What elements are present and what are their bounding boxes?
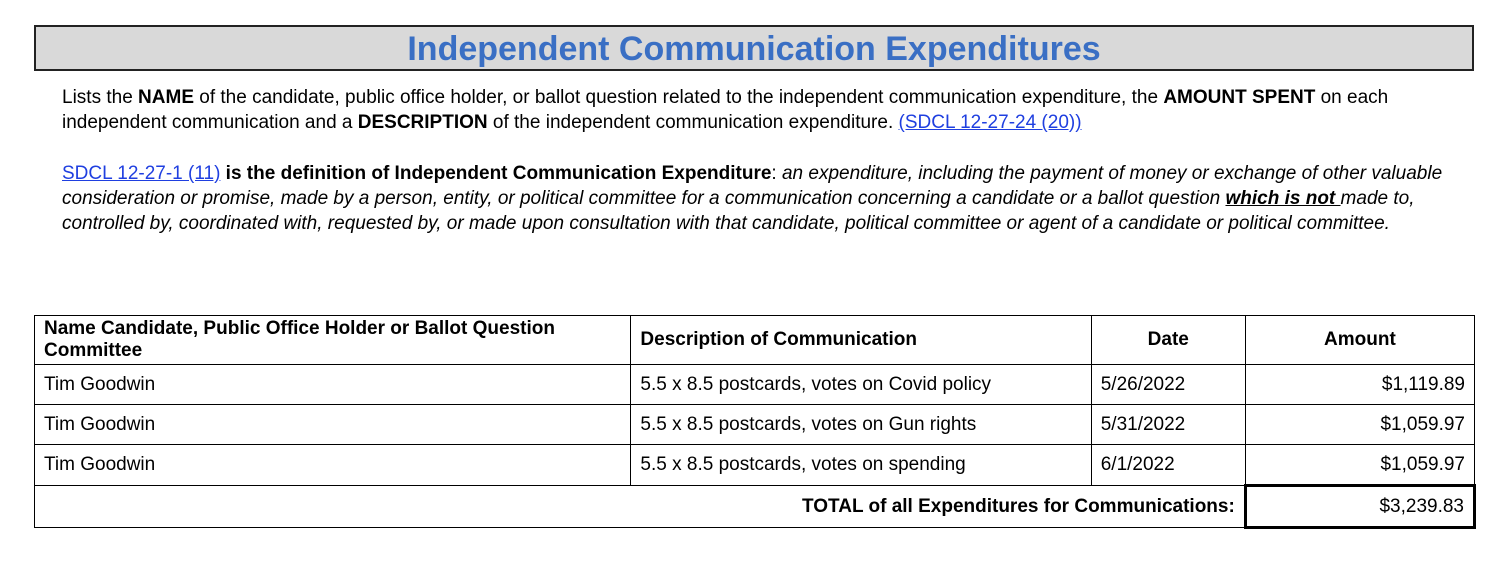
row-date: 5/26/2022 (1091, 365, 1245, 405)
definition-bold: is the definition of Independent Communication Expenditure (220, 163, 772, 184)
total-label: TOTAL of all Expenditures for Communications: (35, 486, 1246, 528)
intro-text-3: on each independent communication and a (62, 87, 1389, 133)
row-description: 5.5 x 8.5 postcards, votes on spending (631, 445, 1091, 486)
row-date: 5/31/2022 (1091, 405, 1245, 445)
row-amount: $1,059.97 (1245, 445, 1474, 486)
total-row (35, 486, 1475, 528)
table-header-row (35, 316, 1475, 365)
intro-text-2: of the candidate, public office holder, or ballot question related to the independent communication expenditure, the (194, 87, 1164, 108)
header-amount: Amount (1245, 316, 1474, 365)
row-name: Tim Goodwin (35, 445, 631, 486)
row-name: Tim Goodwin (35, 365, 631, 405)
header-date: Date (1091, 316, 1245, 365)
row-date: 6/1/2022 (1091, 445, 1245, 486)
table-row (35, 445, 1475, 486)
definition-colon: : (771, 163, 782, 184)
table-row (35, 405, 1475, 445)
row-amount: $1,119.89 (1245, 365, 1474, 405)
sdcl-12-27-24-link[interactable]: (SDCL 12-27-24 (20)) (898, 112, 1082, 133)
row-name: Tim Goodwin (35, 405, 631, 445)
row-amount: $1,059.97 (1245, 405, 1474, 445)
intro-text-1: Lists the (62, 87, 139, 108)
definition-emphasis: which is not (1225, 188, 1341, 209)
definition-text-1: an expenditure, including the payment of money or exchange of other valuable consideration or promise, made by a person, entity, or political committee for a communication concerning a candidate or a ballot question (62, 163, 1443, 209)
header-name: Name Candidate, Public Office Holder or Ballot Question Committee (35, 316, 631, 365)
row-description: 5.5 x 8.5 postcards, votes on Gun rights (631, 405, 1091, 445)
sdcl-12-27-1-link[interactable]: SDCL 12-27-1 (11) (62, 163, 221, 184)
table-row (35, 365, 1475, 405)
intro-bold-amount: AMOUNT SPENT (1163, 87, 1316, 108)
title-bar (34, 25, 1474, 71)
row-description: 5.5 x 8.5 postcards, votes on Covid policy (631, 365, 1091, 405)
page-title: Independent Communication Expenditures (407, 30, 1101, 68)
intro-bold-name: NAME (138, 87, 194, 108)
header-description: Description of Communication (631, 316, 1091, 365)
intro-paragraph (62, 85, 1462, 135)
definition-paragraph (62, 161, 1462, 236)
definition-text-2: made to, controlled by, coordinated with, requested by, or made upon consultation with that candidate, political committee or agent of a candidate or political committee. (62, 188, 1415, 234)
intro-text-4: of the independent communication expenditure. (487, 112, 899, 133)
total-amount: $3,239.83 (1245, 486, 1474, 528)
expenditures-table (34, 315, 1476, 529)
intro-bold-description: DESCRIPTION (357, 112, 488, 133)
